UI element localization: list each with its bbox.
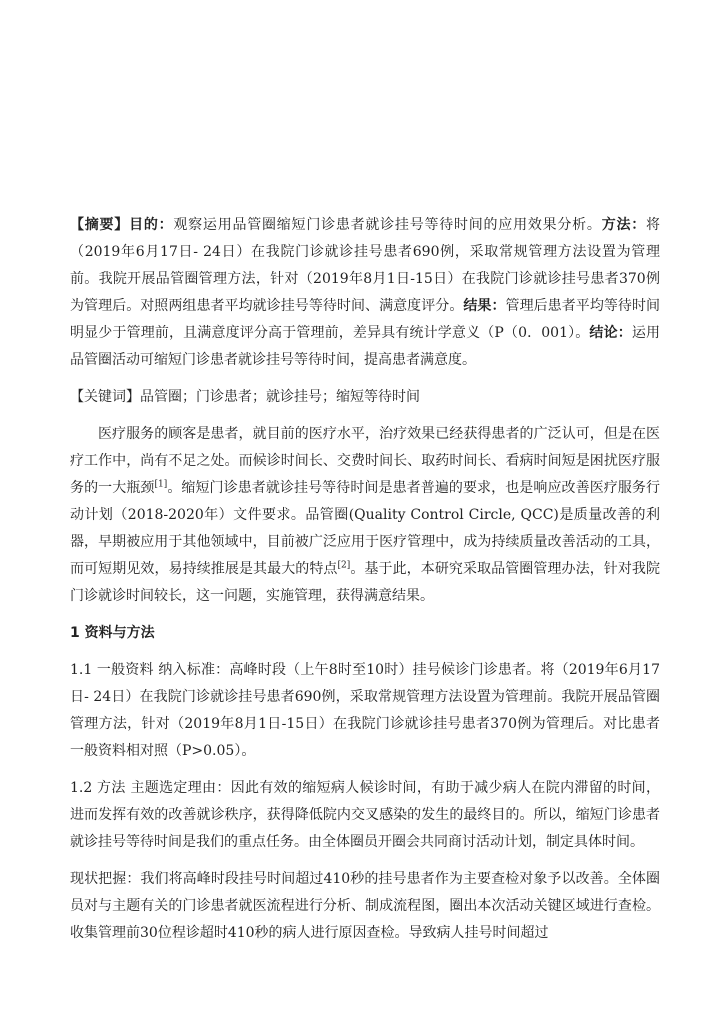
status-paragraph: 现状把握：我们将高峰时段挂号时间超过410秒的挂号患者作为主要查检对象予以改善。全体圈员对与主题有关的门诊患者就医流程进行分析、制成流程图，圈出本次活动关键区域进行查检。收集管理前30位程诊超时410秒的病人进行原因查检。导致病人挂号时间超过: [70, 871, 660, 941]
keywords-paragraph: [70, 384, 660, 411]
citation-2: [2]: [337, 560, 351, 571]
intro-text-2: 。缩短门诊患者就诊挂号等待时间是患者普遍的要求，也是响应改善医疗服务行动计划（2018-2020年）文件要求。品管圈(Quality Control Circle, QCC)是质量改善的利器，早期被应用于其他领域中，目前被广泛应用于医疗管理中，成为持续质量改善活动的工具，而可短期见效，易持续推展是其最大的特点: [70, 480, 661, 577]
paper-page: [70, 212, 660, 957]
results-label: 结果：: [463, 298, 506, 314]
results-text: 管理后患者平均等待时间明显少于管理前，且满意度评分高于管理前，差异具有统计学意义（P（0．001）。: [70, 298, 661, 341]
abstract-paragraph: [70, 212, 660, 374]
citation-1: [1]: [154, 479, 168, 490]
section-heading: 1 资料与方法: [70, 625, 155, 641]
intro-paragraph: [70, 421, 660, 610]
keywords-label: 【关键词】: [70, 389, 140, 405]
abstract-label: 【摘要】: [70, 217, 130, 233]
keywords-text: 品管圈；门诊患者；就诊挂号；缩短等待时间: [140, 389, 420, 405]
purpose-text: 观察运用品管圈缩短门诊患者就诊挂号等待时间的应用效果分析。: [173, 217, 602, 233]
methods-paragraph: 1.2 方法 主题选定理由：因此有效的缩短病人候诊时间，有助于减少病人在院内滞留的时间，进而发挥有效的改善就诊秩序，获得降低院内交叉感染的发生的最终目的。所以，缩短门诊患者就诊挂号等待时间是我们的重点任务。由全体圈员开圈会共同商讨活动计划，制定具体时间。: [70, 780, 660, 850]
methods-label: 方法：: [601, 217, 647, 233]
general-data-paragraph: 1.1 一般资料 纳入标准：高峰时段（上午8时至10时）挂号候诊门诊患者。将（2019年6月17日- 24日）在我院门诊就诊挂号患者690例，采取常规管理方法设置为管理前。我院开展品管圈管理方法，针对（2019年8月1日-15日）在我院门诊就诊挂号患者370例为管理后。对比患者一般资料相对照（P>0.05）。: [70, 662, 660, 759]
conclusion-text: 运用品管圈活动可缩短门诊患者就诊挂号等待时间，提高患者满意度。: [70, 325, 661, 368]
intro-text-1: 医疗服务的顾客是患者，就目前的医疗水平，治疗效果已经获得患者的广泛认可，但是在医疗工作中，尚有不足之处。而候诊时间长、交费时间长、取药时间长、看病时间短是困扰医疗服务的一大瓶颈: [70, 426, 660, 496]
conclusion-label: 结论：: [589, 325, 632, 341]
methods-text: 将（2019年6月17日- 24日）在我院门诊就诊挂号患者690例，采取常规管理方法设置为管理前。我院开展品管圈管理方法，针对（2019年8月1日-15日）在我院门诊就诊挂号患者370例为管理后。对照两组患者平均就诊挂号等待时间、满意度评分。: [70, 217, 661, 314]
intro-text-3: 。基于此，本研究采取品管圈管理办法，针对我院门诊就诊时间较长，这一问题，实施管理，获得满意结果。: [70, 561, 661, 604]
purpose-label: 目的：: [129, 217, 174, 233]
